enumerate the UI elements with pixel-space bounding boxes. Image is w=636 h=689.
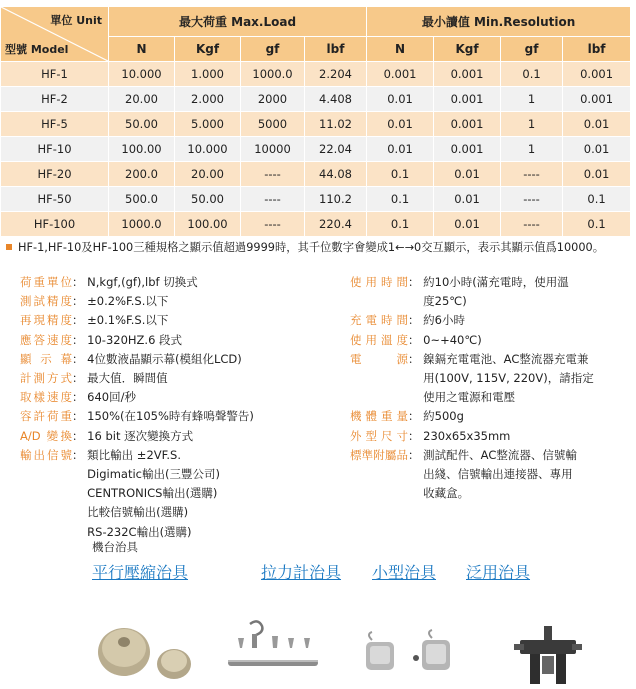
- table-corner-header: [1, 7, 109, 62]
- spec-label: 取樣速度: [20, 390, 72, 405]
- spec-label: 充電時間: [350, 313, 408, 328]
- spec-value: [423, 350, 630, 408]
- value-cell: 0.01: [434, 187, 501, 212]
- model-cell: HF-100: [1, 212, 109, 237]
- spec-colon: ：: [72, 409, 88, 424]
- value-cell: 5.000: [175, 112, 241, 137]
- value-cell: 2.000: [175, 87, 241, 112]
- spec-item: [20, 273, 350, 292]
- unit-header: lbf: [563, 36, 631, 61]
- value-cell: 0.001: [434, 87, 501, 112]
- spec-colon: ：: [408, 313, 424, 328]
- value-cell: 0.01: [563, 112, 631, 137]
- spec-value-line: 比較信號輸出(選購): [87, 505, 189, 520]
- universal-fixture-image[interactable]: [508, 626, 588, 689]
- value-cell: 0.001: [434, 112, 501, 137]
- specs-left-column: [20, 273, 350, 542]
- value-cell: 0.01: [434, 212, 501, 237]
- table-row: [1, 112, 631, 137]
- unit-header: N: [109, 36, 175, 61]
- value-cell: 110.2: [305, 187, 367, 212]
- note-text-1: HF-1,HF-10及HF-100三種規格之顯示值超過9999時，其千位數字會變成1: [18, 241, 396, 254]
- note-text-2: 0交互顯示，表示其顯示值爲10000。: [414, 241, 605, 254]
- spec-value: [87, 446, 350, 542]
- spec-value: [87, 273, 350, 292]
- value-cell: 100.00: [109, 137, 175, 162]
- spec-colon: ：: [72, 275, 88, 289]
- value-cell: 0.001: [434, 137, 501, 162]
- spec-value-line: 0~+40℃): [423, 332, 482, 347]
- spec-value-line: 16 bit 逐次變換方式: [87, 428, 194, 443]
- spec-value-line: 230x65x35mm: [423, 428, 511, 443]
- model-cell: HF-10: [1, 137, 109, 162]
- spec-label: 外型尺寸: [350, 428, 408, 443]
- small-fixture-image[interactable]: [358, 624, 458, 684]
- spec-value-line: ±0.2%F.S.以下: [87, 294, 169, 309]
- value-cell: 4.408: [305, 87, 367, 112]
- table-row: [1, 137, 631, 162]
- value-cell: 0.1: [563, 187, 631, 212]
- spec-item: [350, 331, 630, 350]
- spec-label: 荷重單位: [20, 275, 72, 289]
- value-cell: 0.1: [367, 162, 434, 187]
- unit-header: gf: [501, 36, 563, 61]
- spec-colon: ：: [408, 332, 424, 347]
- tension-gauge-fixture-image[interactable]: [222, 616, 332, 676]
- value-cell: 11.02: [305, 112, 367, 137]
- spec-colon: ：: [408, 447, 424, 462]
- spec-item: [20, 331, 350, 350]
- spec-value-line: 用(100V, 115V, 220V)，請指定: [423, 371, 594, 386]
- spec-value-line: 150%(在105%時有蜂鳴聲警告): [87, 409, 254, 424]
- spec-label: 輸出信號: [20, 447, 72, 462]
- spec-item: [20, 407, 350, 426]
- spec-value-line: N,kgf,(gf),lbf 切換式: [87, 275, 198, 289]
- value-cell: 0.01: [563, 137, 631, 162]
- value-cell: 0.1: [367, 187, 434, 212]
- value-cell: 2.204: [305, 62, 367, 87]
- spec-value: [87, 369, 350, 388]
- corner-model-label: 型號 Model: [5, 43, 69, 56]
- spec-colon: ：: [408, 409, 424, 424]
- spec-value-line: 640回/秒: [87, 390, 136, 405]
- spec-value: [87, 427, 350, 446]
- spec-colon: ：: [72, 371, 88, 386]
- spec-item: [350, 427, 630, 446]
- value-cell: 1: [501, 137, 563, 162]
- value-cell: 1.000: [175, 62, 241, 87]
- value-cell: 0.01: [367, 87, 434, 112]
- value-cell: 200.0: [109, 162, 175, 187]
- spec-item: [350, 350, 630, 408]
- parallel-compression-fixture-link[interactable]: 平行壓縮治具: [92, 563, 189, 582]
- spec-label: 使用時間: [350, 275, 408, 289]
- value-cell: 20.00: [109, 87, 175, 112]
- spec-value-line: CENTRONICS輸出(選購): [87, 486, 218, 501]
- table-row: [1, 87, 631, 112]
- spec-colon: ：: [408, 351, 424, 366]
- unit-header: Kgf: [175, 36, 241, 61]
- value-cell: 0.01: [563, 162, 631, 187]
- unit-header: lbf: [305, 36, 367, 61]
- value-cell: ----: [501, 187, 563, 212]
- universal-fixture-link[interactable]: 泛用治具: [466, 563, 531, 582]
- value-cell: 50.00: [109, 112, 175, 137]
- spec-value-line: 4位數液晶顯示幕(模組化LCD): [87, 351, 242, 366]
- spec-label: 機體重量: [350, 409, 408, 424]
- model-cell: HF-5: [1, 112, 109, 137]
- spec-value: [423, 331, 630, 350]
- table-row: [1, 212, 631, 237]
- table-row: [1, 187, 631, 212]
- spec-value: [423, 446, 630, 504]
- value-cell: 10.000: [175, 137, 241, 162]
- spec-value-line: 鎳鎘充電電池、AC整流器充電兼: [423, 351, 589, 366]
- value-cell: ----: [501, 162, 563, 187]
- spec-item: [20, 292, 350, 311]
- unit-header: N: [367, 36, 434, 61]
- value-cell: 10.000: [109, 62, 175, 87]
- spec-label: 容許荷重: [20, 409, 72, 424]
- spec-item: [350, 311, 630, 330]
- value-cell: 2000: [241, 87, 305, 112]
- value-cell: 100.00: [175, 212, 241, 237]
- model-cell: HF-20: [1, 162, 109, 187]
- model-cell: HF-50: [1, 187, 109, 212]
- value-cell: 1000.0: [109, 212, 175, 237]
- spec-item: [350, 273, 630, 311]
- value-cell: 50.00: [175, 187, 241, 212]
- spec-value-line: 類比輸出 ±2VF.S.: [87, 447, 182, 462]
- spec-item: [350, 446, 630, 504]
- spec-value-line: 測試配件、AC整流器、信號輸: [423, 447, 577, 462]
- spec-value: [423, 311, 630, 330]
- small-fixture-link[interactable]: 小型治具: [372, 563, 437, 582]
- spec-colon: ：: [72, 294, 88, 309]
- value-cell: 5000: [241, 112, 305, 137]
- value-cell: 220.4: [305, 212, 367, 237]
- unit-header: Kgf: [434, 36, 501, 61]
- value-cell: 0.01: [367, 112, 434, 137]
- spec-label: 使用溫度: [350, 332, 408, 347]
- spec-value-line: 出綫、信號輸出連接器、專用: [423, 467, 573, 482]
- spec-value: [423, 273, 630, 311]
- spec-colon: ：: [72, 351, 88, 366]
- model-cell: HF-1: [1, 62, 109, 87]
- spec-item: [20, 350, 350, 369]
- value-cell: ----: [501, 212, 563, 237]
- spec-value-line: 10-320HZ.6 段式: [87, 332, 183, 347]
- value-cell: ----: [241, 162, 305, 187]
- spec-colon: ：: [408, 428, 424, 443]
- spec-colon: ：: [72, 332, 88, 347]
- spec-value-line: 約10小時(滿充電時，使用溫: [423, 275, 569, 289]
- value-cell: 0.001: [563, 87, 631, 112]
- specs-right-column: [350, 273, 630, 503]
- spec-value: [87, 388, 350, 407]
- value-cell: 0.01: [367, 137, 434, 162]
- spec-value-line: RS-232C輸出(選購): [87, 524, 192, 539]
- value-cell: 500.0: [109, 187, 175, 212]
- spec-value-line: 使用之電源和電壓: [423, 390, 516, 405]
- spec-value-line: 收藏盒。: [423, 486, 470, 501]
- value-cell: 22.04: [305, 137, 367, 162]
- double-arrow-icon: ←→: [395, 241, 415, 254]
- value-cell: 0.1: [501, 62, 563, 87]
- spec-value: [87, 331, 350, 350]
- spec-value-line: 度25℃): [423, 294, 467, 309]
- note-bullet-icon: [6, 244, 12, 250]
- spec-value: [423, 427, 630, 446]
- fixture-links: [0, 560, 636, 586]
- spec-value: [423, 407, 630, 426]
- spec-value: [87, 350, 350, 369]
- value-cell: ----: [241, 212, 305, 237]
- spec-label: 標準附屬品: [350, 447, 408, 462]
- spec-item: [20, 427, 350, 446]
- value-cell: 1: [501, 112, 563, 137]
- spec-item: [20, 369, 350, 388]
- value-cell: 1: [501, 87, 563, 112]
- model-cell: HF-2: [1, 87, 109, 112]
- spec-value-line: Digimatic輸出(三豐公司): [87, 467, 220, 482]
- corner-unit-label: 單位 Unit: [50, 14, 102, 27]
- spec-item: [350, 407, 630, 426]
- spec-value-line: ±0.1%F.S.以下: [87, 313, 169, 328]
- spec-value: [87, 292, 350, 311]
- spec-colon: ：: [72, 428, 88, 443]
- spec-colon: ：: [72, 313, 88, 328]
- display-note: [6, 240, 628, 255]
- unit-header: gf: [241, 36, 305, 61]
- max-load-header: 最大荷重 Max.Load: [109, 7, 367, 37]
- spec-colon: ：: [72, 447, 88, 462]
- fixtures-title: 機台治具: [92, 540, 138, 554]
- fixture-images: [0, 606, 636, 689]
- value-cell: 10000: [241, 137, 305, 162]
- value-cell: 0.001: [434, 62, 501, 87]
- spec-item: [20, 388, 350, 407]
- spec-label: 顯示幕: [20, 351, 72, 366]
- table-row: [1, 62, 631, 87]
- spec-value-line: 最大值．瞬間值: [87, 371, 168, 386]
- spec-label: 再現精度: [20, 313, 72, 328]
- spec-colon: ：: [408, 275, 424, 289]
- spec-label: 測試精度: [20, 294, 72, 309]
- parallel-compression-fixture-image[interactable]: [92, 612, 202, 684]
- value-cell: 0.001: [367, 62, 434, 87]
- spec-item: [20, 446, 350, 542]
- value-cell: 0.1: [367, 212, 434, 237]
- value-cell: 0.001: [563, 62, 631, 87]
- spec-label: A/D 變換: [20, 428, 72, 443]
- tension-gauge-fixture-link[interactable]: 拉力計治具: [261, 563, 342, 582]
- value-cell: ----: [241, 187, 305, 212]
- min-resolution-header: 最小讀值 Min.Resolution: [367, 7, 631, 37]
- table-row: [1, 162, 631, 187]
- value-cell: 20.00: [175, 162, 241, 187]
- spec-value: [87, 311, 350, 330]
- spec-colon: ：: [72, 390, 88, 405]
- spec-label: 電源: [350, 351, 408, 366]
- spec-label: 應答速度: [20, 332, 72, 347]
- spec-value-line: 約500g: [423, 409, 464, 424]
- spec-value: [87, 407, 350, 426]
- value-cell: 1000.0: [241, 62, 305, 87]
- spec-value-line: 約6小時: [423, 313, 465, 328]
- value-cell: 44.08: [305, 162, 367, 187]
- spec-table: [0, 6, 631, 237]
- spec-item: [20, 311, 350, 330]
- value-cell: 0.1: [563, 212, 631, 237]
- value-cell: 0.01: [434, 162, 501, 187]
- spec-label: 計測方式: [20, 371, 72, 386]
